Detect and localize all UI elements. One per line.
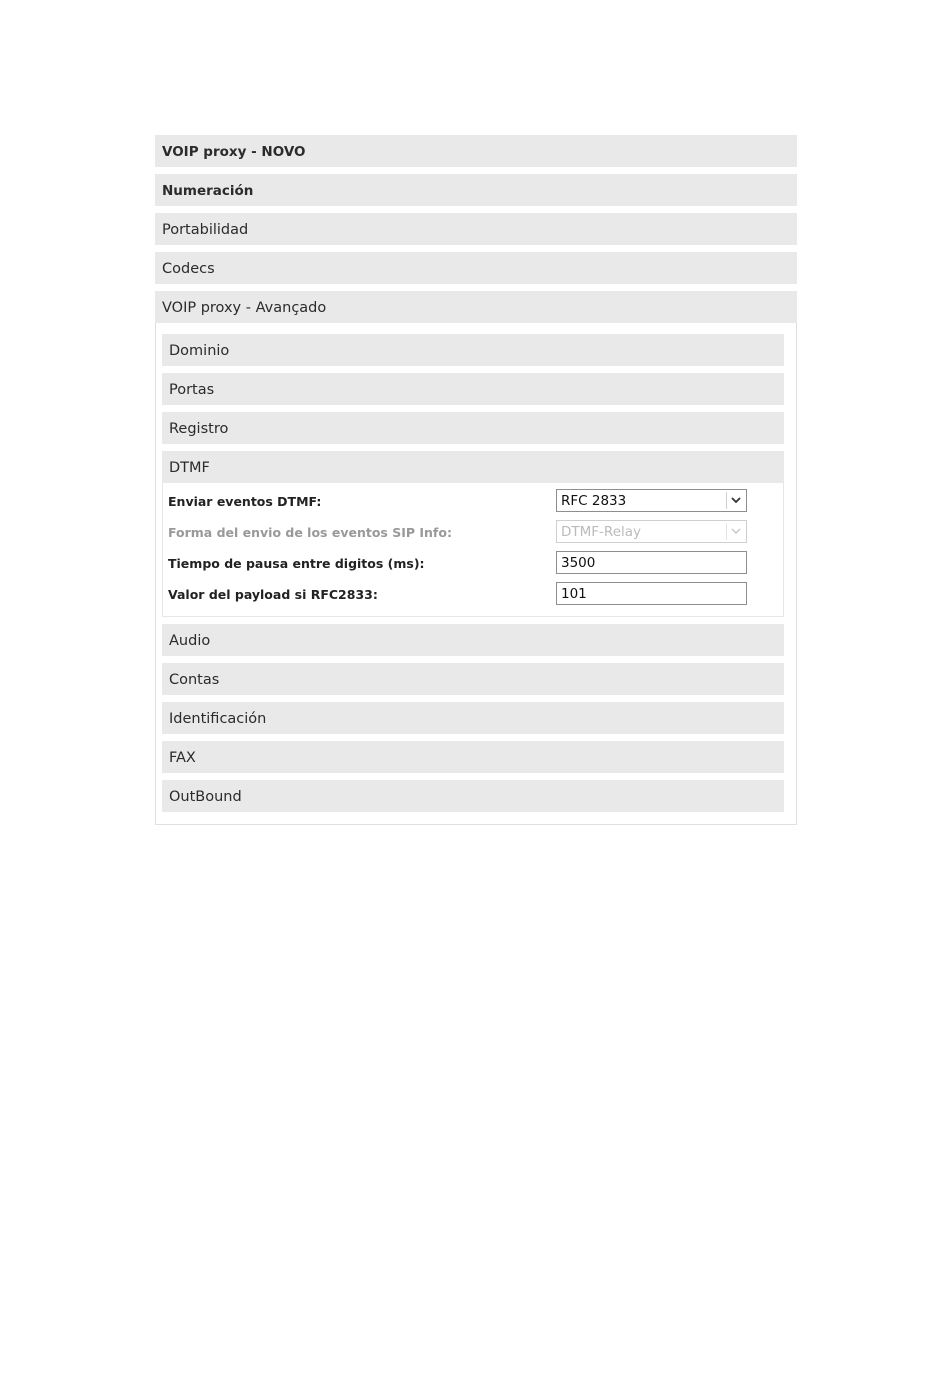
pause-time-input[interactable] xyxy=(556,551,747,574)
section-numeracion[interactable]: Numeración xyxy=(155,174,797,206)
section-portabilidad[interactable]: Portabilidad xyxy=(155,213,797,245)
chevron-down-icon[interactable] xyxy=(726,492,744,509)
subsection-registro[interactable]: Registro xyxy=(162,412,784,444)
section-codecs[interactable]: Codecs xyxy=(155,252,797,284)
sip-info-mode-value: DTMF-Relay xyxy=(561,524,642,540)
settings-accordion xyxy=(155,135,797,825)
dtmf-panel xyxy=(162,483,784,617)
sip-info-mode-label: Forma del envio de los eventos SIP Info: xyxy=(168,525,452,540)
subsection-dominio[interactable]: Dominio xyxy=(162,334,784,366)
send-dtmf-events-value: RFC 2833 xyxy=(561,493,627,509)
subsection-contas[interactable]: Contas xyxy=(162,663,784,695)
section-voip-proxy-avancado[interactable]: VOIP proxy - Avançado xyxy=(155,291,797,323)
payload-label: Valor del payload si RFC2833: xyxy=(168,587,378,602)
payload-value: 101 xyxy=(561,586,587,602)
subsection-outbound[interactable]: OutBound xyxy=(162,780,784,812)
subsection-portas[interactable]: Portas xyxy=(162,373,784,405)
subsection-fax[interactable]: FAX xyxy=(162,741,784,773)
payload-row xyxy=(168,581,783,612)
subsection-dtmf[interactable]: DTMF xyxy=(162,451,784,483)
section-voip-proxy-novo[interactable]: VOIP proxy - NOVO xyxy=(155,135,797,167)
voip-avancado-panel xyxy=(155,323,797,825)
sip-info-mode-select xyxy=(556,520,747,543)
send-dtmf-events-row xyxy=(168,488,783,519)
send-dtmf-events-select[interactable] xyxy=(556,489,747,512)
payload-input[interactable] xyxy=(556,582,747,605)
subsection-audio[interactable]: Audio xyxy=(162,624,784,656)
send-dtmf-events-label: Enviar eventos DTMF: xyxy=(168,494,322,509)
sip-info-mode-row xyxy=(168,519,783,550)
pause-time-label: Tiempo de pausa entre digitos (ms): xyxy=(168,556,425,571)
pause-time-row xyxy=(168,550,783,581)
chevron-down-icon xyxy=(726,523,744,540)
pause-time-value: 3500 xyxy=(561,555,596,571)
subsection-identificacion[interactable]: Identificación xyxy=(162,702,784,734)
